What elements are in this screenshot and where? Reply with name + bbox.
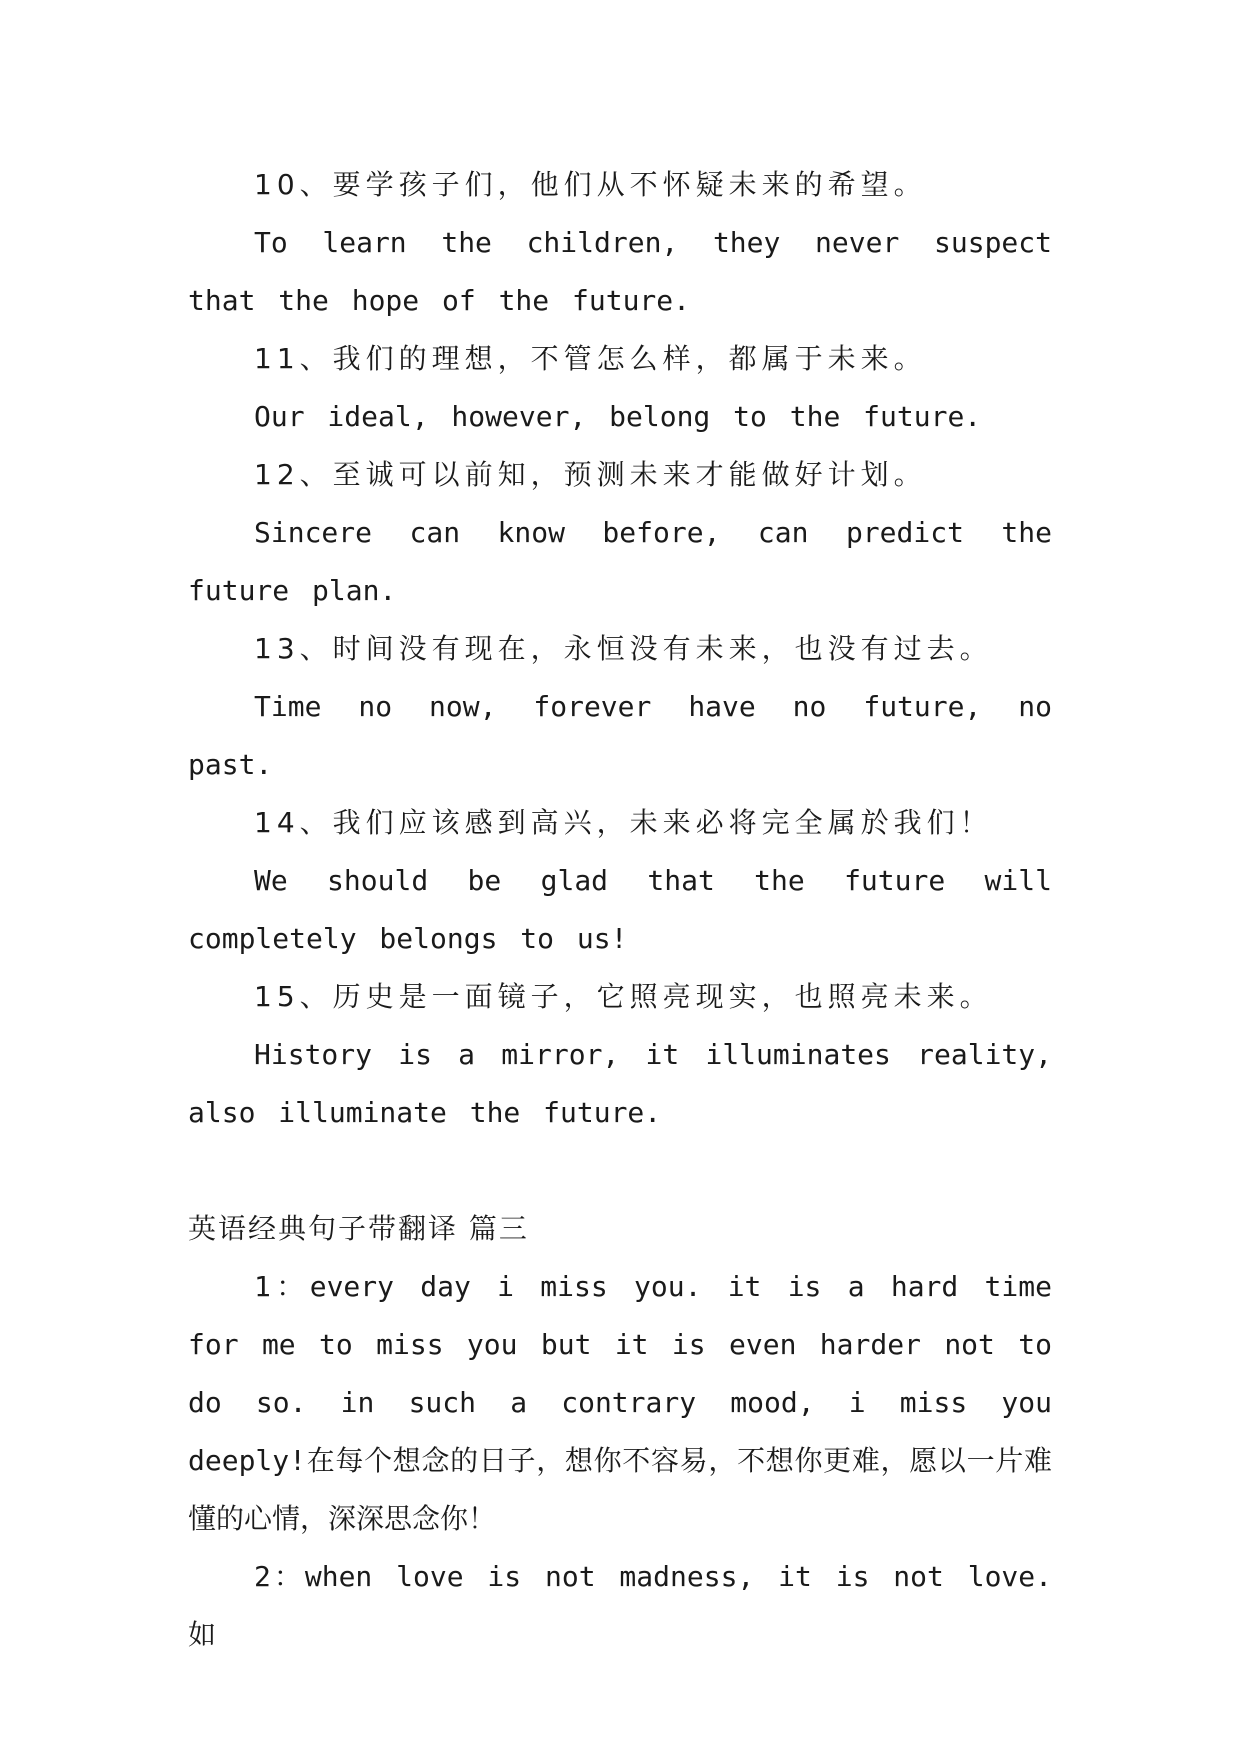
document-body [188, 156, 1052, 1664]
quote-14-chinese: 14、我们应该感到高兴，未来必将完全属於我们！ [254, 806, 993, 839]
quote-11-chinese: 11、我们的理想，不管怎么样，都属于未来。 [254, 342, 927, 375]
quote-10-chinese: 10、要学孩子们，他们从不怀疑未来的希望。 [254, 168, 927, 201]
quote-15-english: History is a mirror, it illuminates reality, also illuminate the future. [188, 1038, 1052, 1129]
quote-13-chinese: 13、时间没有现在，永恒没有未来，也没有过去。 [254, 632, 993, 665]
quote-10-english: To learn the children, they never suspect that the hope of the future. [188, 226, 1052, 317]
quote-12-chinese: 12、至诚可以前知，预测未来才能做好计划。 [254, 458, 927, 491]
quote-15-chinese: 15、历史是一面镜子，它照亮现实，也照亮未来。 [254, 980, 993, 1013]
quote-13-english: Time no now, forever have no future, no past. [188, 690, 1052, 781]
section-heading: 英语经典句子带翻译 篇三 [188, 1212, 529, 1245]
quote-14-english: We should be glad that the future will completely belongs to us! [188, 864, 1052, 955]
quote-11-english: Our ideal, however, belong to the future. [254, 400, 982, 433]
quote-12-english: Sincere can know before, can predict the future plan. [188, 516, 1052, 607]
section-entry-1: 1：every day i miss you. it is a hard time for me to miss you but it is even harder not to do so. in such a contrary mood, i miss you deeply!在每个想念的日子，想你不容易，不想你更难，愿以一片难懂的心情，深深思念你！ [188, 1270, 1052, 1535]
section-entry-2: 2：when love is not madness, it is not love. 如 [188, 1560, 1052, 1651]
